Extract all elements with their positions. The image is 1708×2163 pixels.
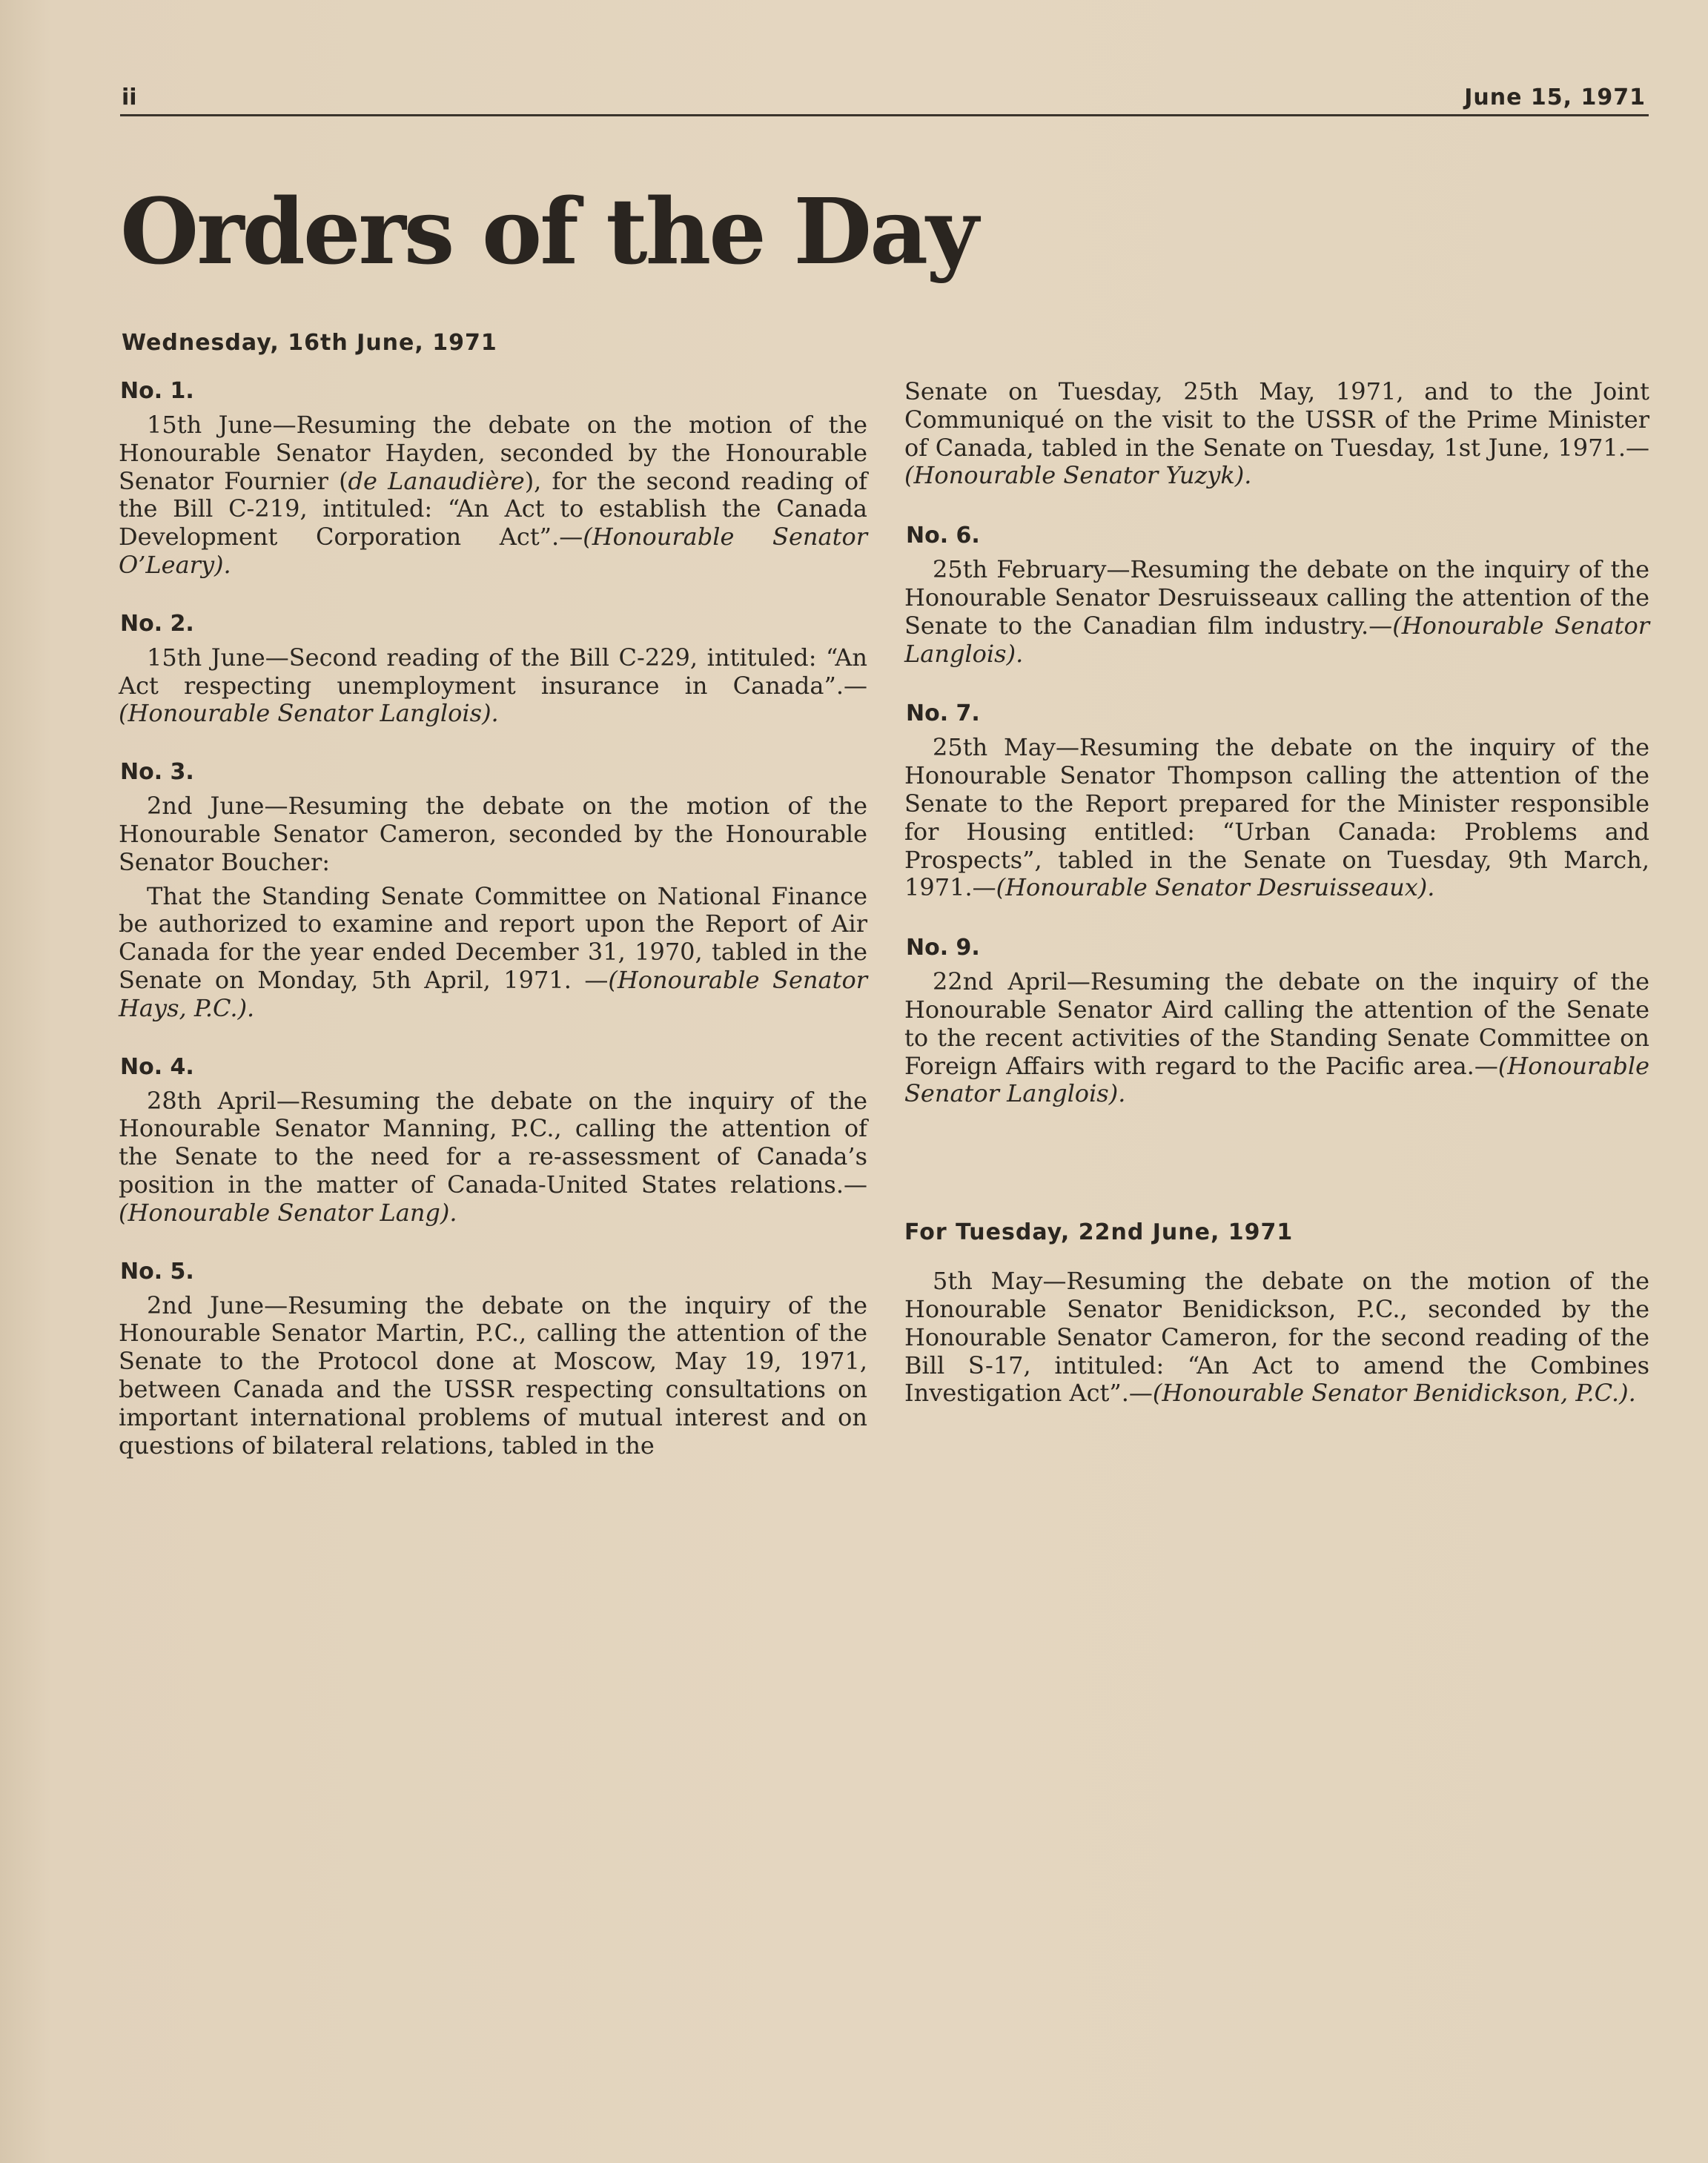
page-header xyxy=(120,80,1649,116)
item-number: No. 7. xyxy=(906,700,980,727)
item-number: No. 6. xyxy=(906,523,980,549)
item-text: 25th February—Resuming the debate on the inquiry of the Honourable Senator Desruisseaux calling the attention of the Senate to the Canadian film industry.—(Honourable Senator Langlois). xyxy=(904,555,1650,668)
item-attribution: (Honourable Senator Yuzyk). xyxy=(904,461,1252,490)
item-attribution: (Honourable Senator Langlois). xyxy=(904,1051,1649,1108)
order-item-6 xyxy=(904,523,1649,668)
order-item-9 xyxy=(904,935,1649,1108)
order-item-3 xyxy=(119,759,867,1022)
item-attribution: (Honourable Senator Langlois). xyxy=(904,611,1650,668)
order-item-7 xyxy=(904,700,1649,902)
item-text: 2nd June—Resuming the debate on the motion of the Honourable Senator Cameron, seconded by the Honourable Senator Boucher: xyxy=(119,792,867,876)
order-item-5-continued xyxy=(904,378,1649,490)
item-text: 28th April—Resuming the debate on the inquiry of the Honourable Senator Manning, P.C., calling the attention of the Senate to the need for a re-assessment of Canada’s position in the matter of Canada-United States relations.—(Honourable Senator Lang). xyxy=(119,1086,867,1227)
for-tuesday-section xyxy=(904,1219,1649,1408)
item-attribution: (Honourable Senator Lang). xyxy=(119,1198,457,1227)
section-date: Wednesday, 16th June, 1971 xyxy=(122,330,497,356)
item-number: No. 1. xyxy=(120,378,194,404)
order-item-2 xyxy=(119,611,867,728)
for-tuesday-text: 5th May—Resuming the debate on the motion of the Honourable Senator Benidickson, P.C., seconded by the Honourable Senator Cameron, for the second reading of the Bill S-17, intituled: “An Act to amend the Combines Investigation Act”.—(Honourable Senator Benidickson, P.C.). xyxy=(904,1267,1649,1408)
item-attribution: (Honourable Senator Hays, P.C.). xyxy=(119,965,868,1022)
item-attribution: (Honourable Senator Langlois). xyxy=(119,699,499,728)
order-item-5 xyxy=(119,1259,867,1460)
motion-text: That the Standing Senate Committee on National Finance be authorized to examine and report upon the Report of Air Canada for the year ended December 31, 1970, tabled in the Senate on Monday, 5th April, 1971. —(Honourable Senator Hays, P.C.). xyxy=(119,881,868,1022)
item-text-continued: Senate on Tuesday, 25th May, 1971, and to the Joint Communiqué on the visit to the USSR of the Prime Minister of Canada, tabled in the Senate on Tuesday, 1st June, 1971.—(Honourable Senator Yuzyk). xyxy=(904,377,1649,490)
item-text: 15th June—Second reading of the Bill C-229, intituled: “An Act respecting unemployment insurance in Canada”.—(Honourable Senator Langlois). xyxy=(119,643,867,728)
item-text: 25th May—Resuming the debate on the inquiry of the Honourable Senator Thompson calling the attention of the Senate to the Report prepared for the Minister responsible for Housing entitled: “Urban Canada: Problems and Prospects”, tabled in the Senate on Tuesday, 9th March, 1971.—(Honourable Senator Desruisseaux). xyxy=(904,733,1649,902)
item-number: No. 2. xyxy=(120,610,194,637)
item-text: 15th June—Resuming the debate on the motion of the Honourable Senator Hayden, seconded by the Honourable Senator Fournier (de Lanaudière), for the second reading of the Bill C-219, intituled: “An Act to establish the Canada Development Corporation Act”.—(Honourable Senator O’Leary). xyxy=(119,411,868,579)
item-text: 22nd April—Resuming the debate on the inquiry of the Honourable Senator Aird calling the attention of the Senate to the recent activities of the Standing Senate Committee on Foreign Affairs with regard to the Pacific area.—(Honourable Senator Langlois). xyxy=(904,967,1649,1108)
item-number: No. 3. xyxy=(120,759,194,786)
item-attribution: (Honourable Senator Desruisseaux). xyxy=(996,873,1435,902)
left-column xyxy=(119,330,867,1491)
item-number: No. 9. xyxy=(906,935,980,961)
page-title: Orders of the Day xyxy=(120,178,977,285)
page-number: ii xyxy=(122,85,137,110)
item-number: No. 5. xyxy=(120,1258,194,1285)
order-item-1 xyxy=(119,378,867,580)
right-column xyxy=(904,378,1649,1440)
order-item-4 xyxy=(119,1054,867,1228)
for-tuesday-heading: For Tuesday, 22nd June, 1971 xyxy=(904,1219,1294,1246)
item-number: No. 4. xyxy=(120,1053,194,1080)
header-date: June 15, 1971 xyxy=(1464,85,1646,110)
item-attribution: (Honourable Senator Benidickson, P.C.). xyxy=(1152,1379,1636,1408)
item-text: 2nd June—Resuming the debate on the inquiry of the Honourable Senator Martin, P.C., calling the attention of the Senate to the Protocol done at Moscow, May 19, 1971, between Canada and the USSR respecting consultations on important international problems of mutual interest and on questions of bilateral relations, tabled in the xyxy=(119,1291,867,1460)
item-attribution: (Honourable Senator O’Leary). xyxy=(119,523,868,579)
